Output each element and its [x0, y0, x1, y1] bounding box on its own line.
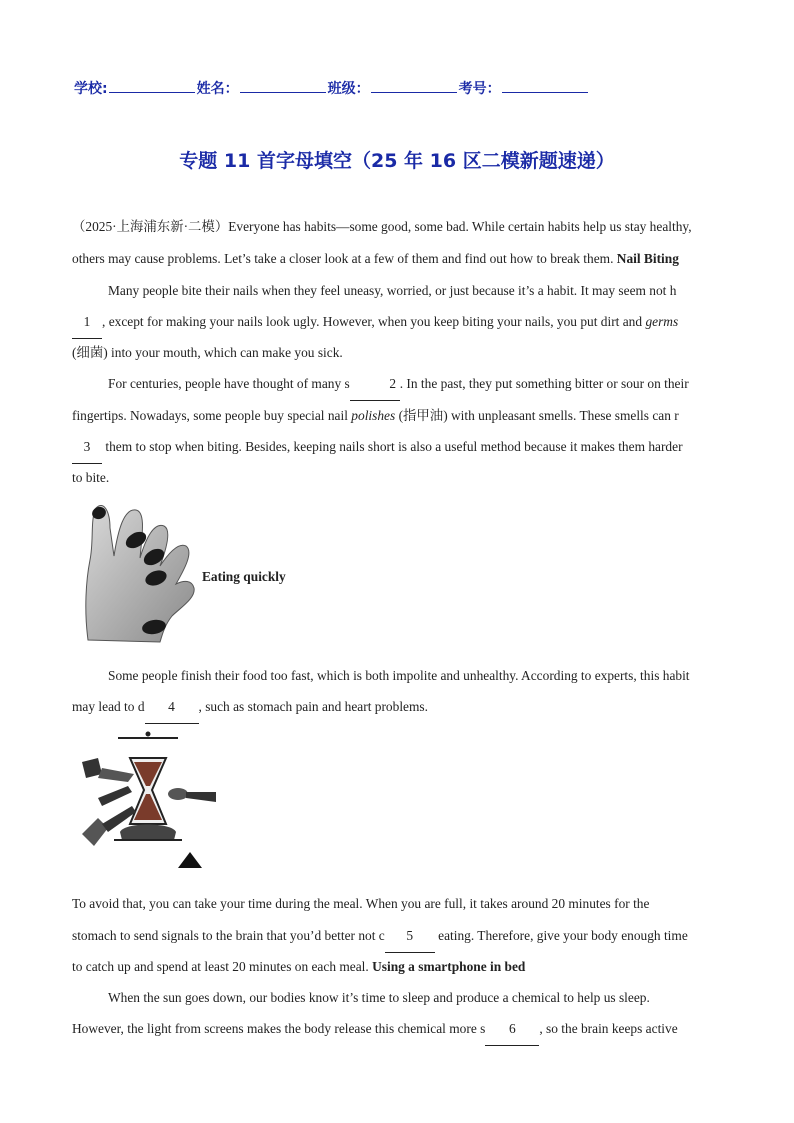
name-label: 姓名：	[196, 81, 239, 97]
para4-line-3: to catch up and spend at least 20 minutes on each meal. Using a smartphone in bed	[72, 959, 526, 974]
para5-line-1: When the sun goes down, our bodies know it’s time to sleep and produce a chemical to help us sleep.	[108, 990, 650, 1005]
para2-line-3: 3 them to stop when biting. Besides, keeping nails short is also a useful method because it makes them harder	[72, 431, 722, 464]
para1-line-3: (细菌) into your mouth, which can make you sick.	[72, 345, 343, 360]
blank-6[interactable]: 6	[485, 1013, 539, 1046]
intro-line-2: others may cause problems. Let’s take a closer look at a few of them and find out how to break them. Nail Biting	[72, 251, 679, 266]
para3-line-1: Some people finish their food too fast, which is both impolite and unhealthy. According to experts, this habit	[108, 668, 690, 683]
class-field[interactable]	[371, 80, 457, 93]
school-label: 学校:	[74, 81, 108, 97]
hand-nail-biting-image	[80, 500, 205, 645]
section-heading-eating-quickly: Eating quickly	[202, 569, 286, 584]
para4-line-1: To avoid that, you can take your time during the meal. When you are full, it takes around 20 minutes for the	[72, 896, 650, 911]
para5-line-2: However, the light from screens makes the body release this chemical more s 6 , so the brain keeps active	[72, 1013, 722, 1046]
blank-1[interactable]: 1	[72, 306, 102, 339]
school-field[interactable]	[109, 80, 195, 93]
source-label: （2025·上海浦东新·二模）	[72, 219, 229, 234]
blank-2[interactable]: 2	[350, 368, 400, 401]
exam-number-label: 考号：	[458, 81, 501, 97]
class-label: 班级：	[327, 81, 370, 97]
para1-line-1: Many people bite their nails when they feel uneasy, worried, or just because it’s a habit. It may seem not h	[108, 283, 677, 298]
para2-line-1: For centuries, people have thought of many s 2 . In the past, they put something bitter or sour on their	[72, 368, 722, 401]
section-heading-smartphone: Using a smartphone in bed	[372, 959, 526, 974]
exam-number-field[interactable]	[502, 80, 588, 93]
hourglass-eating-image	[78, 728, 223, 876]
blank-3[interactable]: 3	[72, 431, 102, 464]
page-title: 专题 11 首字母填空（25 年 16 区二模新题速递）	[179, 150, 615, 172]
name-field[interactable]	[240, 80, 326, 93]
section-heading-nail-biting: Nail Biting	[616, 251, 679, 266]
student-info-header	[74, 78, 590, 98]
para2-line-2: fingertips. Nowadays, some people buy special nail polishes (指甲油) with unpleasant smells. These smells can r	[72, 408, 679, 423]
para2-line-4: to bite.	[72, 470, 110, 485]
blank-4[interactable]: 4	[145, 691, 199, 724]
para1-line-2: 1 , except for making your nails look ugly. However, when you keep biting your nails, you put dirt and germs	[72, 306, 722, 339]
intro-line-1: （2025·上海浦东新·二模）Everyone has habits—some good, some bad. While certain habits help us stay healthy,	[72, 219, 692, 234]
para4-line-2: stomach to send signals to the brain that you’d better not c 5 eating. Therefore, give your body enough time	[72, 920, 722, 953]
blank-5[interactable]: 5	[385, 920, 435, 953]
para3-line-2: may lead to d 4 , such as stomach pain and heart problems.	[72, 691, 722, 724]
